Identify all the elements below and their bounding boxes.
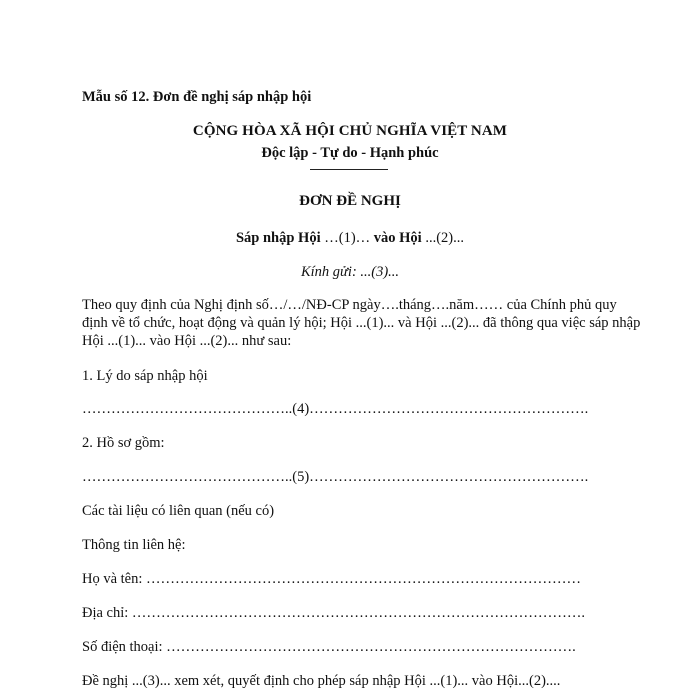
intro-paragraph: Theo quy định của Nghị định số…/…/NĐ-CP ngày….tháng….năm…… của Chính phủ quy định về tổ chức, hoạt động và quản lý hội; Hội ...(1)... và Hội ...(2)... đã thông qua việc sáp nhập Hội ...(1)... vào Hội ...(2)... như sau: xyxy=(82,297,641,349)
subject-part-1: Sáp nhập Hội xyxy=(235,230,321,246)
subject-placeholder-1: …(1)… xyxy=(320,230,374,246)
section-1-fill-line: ……………………………………..(4)…………………………………………………. xyxy=(82,401,589,417)
request-line: Đề nghị ...(3)... xem xét, quyết định cho phép sáp nhập Hội ...(1)... vào Hội...(2).... xyxy=(82,673,561,689)
full-name-field: Họ và tên: ……………………………………………………………………………… xyxy=(82,571,582,587)
country-name: CỘNG HÒA XÃ HỘI CHỦ NGHĨA VIỆT NAM xyxy=(192,123,508,139)
section-2-heading: 2. Hồ sơ gồm: xyxy=(82,435,165,451)
document-title: ĐƠN ĐỀ NGHỊ xyxy=(299,193,401,209)
document-subject xyxy=(0,230,700,247)
subject-part-2: vào Hội xyxy=(373,230,422,246)
phone-field: Số điện thoại: …………………………………………………………………………. xyxy=(82,639,576,655)
form-code-heading: Mẫu số 12. Đơn đề nghị sáp nhập hội xyxy=(82,89,312,105)
section-1-heading: 1. Lý do sáp nhập hội xyxy=(82,368,208,384)
related-documents: Các tài liệu có liên quan (nếu có) xyxy=(82,503,275,519)
contact-info-heading: Thông tin liên hệ: xyxy=(82,537,186,553)
section-2-fill-line: ……………………………………..(5)…………………………………………………. xyxy=(82,469,589,485)
address-field: Địa chỉ: …………………………………………………………………………………. xyxy=(82,605,586,621)
recipient-line: Kính gửi: ...(3)... xyxy=(300,264,400,280)
motto-underline xyxy=(310,169,388,170)
national-motto: Độc lập - Tự do - Hạnh phúc xyxy=(261,145,439,161)
subject-placeholder-2: ...(2)... xyxy=(421,230,465,246)
